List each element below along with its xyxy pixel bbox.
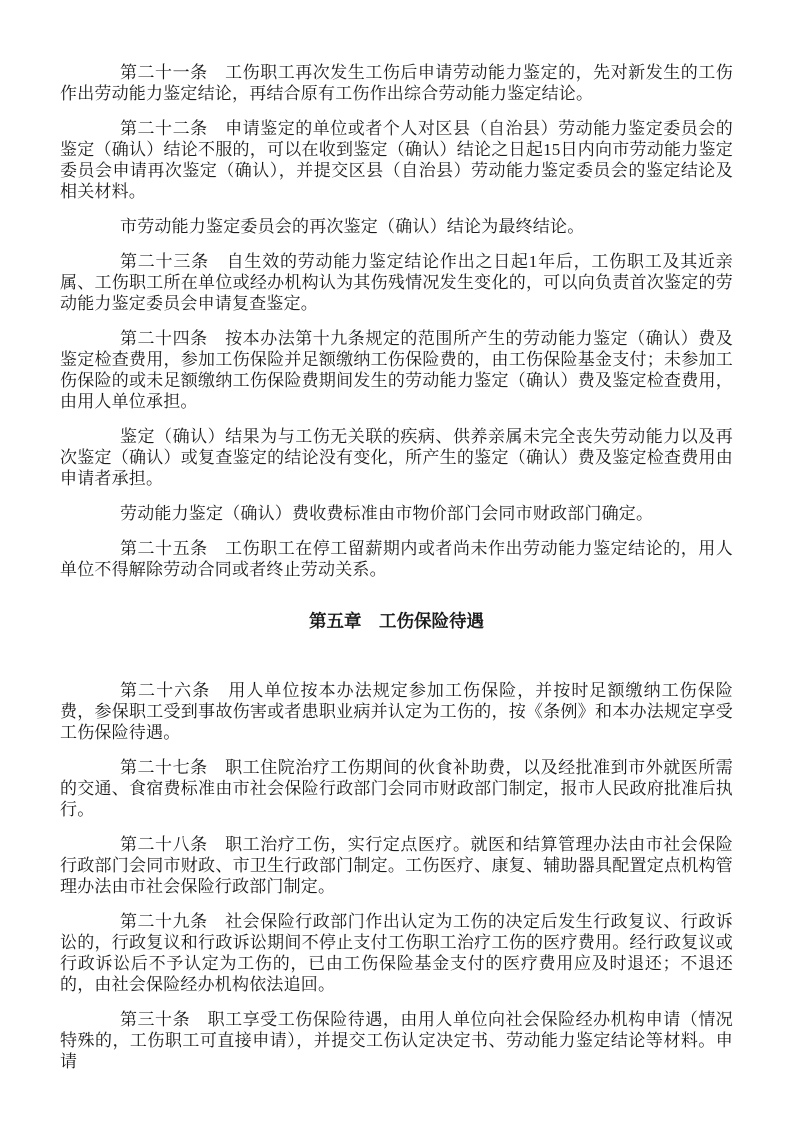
paragraph-article-22-continuation: 市劳动能力鉴定委员会的再次鉴定（确认）结论为最终结论。 bbox=[120, 217, 585, 236]
paragraph-article-25: 第二十五条 工伤职工在停工留薪期内或者尚未作出劳动能力鉴定结论的，用人单位不得解除劳动合同或者终止劳动关系。 bbox=[60, 539, 733, 579]
paragraph-article-21: 第二十一条 工伤职工再次发生工伤后申请劳动能力鉴定的，先对新发生的工伤作出劳动能力鉴定结论，再结合原有工伤作出综合劳动能力鉴定结论。 bbox=[60, 63, 733, 103]
chapter-5-heading: 第五章 工伤保险待遇 bbox=[309, 611, 484, 631]
paragraph-article-26: 第二十六条 用人单位按本办法规定参加工伤保险，并按时足额缴纳工伤保险费，参保职工受到事故伤害或者患职业病并认定为工伤的，按《条例》和本办法规定享受工伤保险待遇。 bbox=[60, 681, 733, 742]
paragraph-article-22: 第二十二条 申请鉴定的单位或者个人对区县（自治县）劳动能力鉴定委员会的鉴定（确认）结论不服的，可以在收到鉴定（确认）结论之日起15日内向市劳动能力鉴定委员会申请再次鉴定（确认），并提交区县（自治县）劳动能力鉴定委员会的鉴定结论及相关材料。 bbox=[60, 119, 733, 201]
paragraph-article-24-continuation-2: 劳动能力鉴定（确认）费收费标准由市物价部门会同市财政部门确定。 bbox=[120, 504, 654, 523]
paragraph-article-27: 第二十七条 职工住院治疗工伤期间的伙食补助费，以及经批准到市外就医所需的交通、食宿费标准由市社会保险行政部门会同市财政部门制定，报市人民政府批准后执行。 bbox=[60, 758, 733, 819]
paragraph-article-29: 第二十九条 社会保险行政部门作出认定为工伤的决定后发生行政复议、行政诉讼的，行政复议和行政诉讼期间不停止支付工伤职工治疗工伤的医疗费用。经行政复议或行政诉讼后不予认定为工伤的，已由工伤保险基金支付的医疗费用应及时退还；不退还的，由社会保险经办机构依法追回。 bbox=[60, 912, 733, 994]
paragraph-article-24: 第二十四条 按本办法第十九条规定的范围所产生的劳动能力鉴定（确认）费及鉴定检查费用，参加工伤保险并足额缴纳工伤保险费的，由工伤保险基金支付；未参加工伤保险的或未足额缴纳工伤保险费期间发生的劳动能力鉴定（确认）费及鉴定检查费用，由用人单位承担。 bbox=[60, 329, 733, 411]
paragraph-article-24-continuation-1: 鉴定（确认）结果为与工伤无关联的疾病、供养亲属未完全丧失劳动能力以及再次鉴定（确认）或复查鉴定的结论没有变化，所产生的鉴定（确认）费及鉴定检查费用由申请者承担。 bbox=[60, 427, 733, 488]
paragraph-article-23: 第二十三条 自生效的劳动能力鉴定结论作出之日起1年后，工伤职工及其近亲属、工伤职工所在单位或经办机构认为其伤残情况发生变化的，可以向负责首次鉴定的劳动能力鉴定委员会申请复查鉴定。 bbox=[60, 252, 733, 313]
paragraph-article-28: 第二十八条 职工治疗工伤，实行定点医疗。就医和结算管理办法由市社会保险行政部门会同市财政、市卫生行政部门制定。工伤医疗、康复、辅助器具配置定点机构管理办法由市社会保险行政部门制定。 bbox=[60, 835, 733, 896]
paragraph-article-30: 第三十条 职工享受工伤保险待遇，由用人单位向社会保险经办机构申请（情况特殊的，工伤职工可直接申请），并提交工伤认定决定书、劳动能力鉴定结论等材料。申请 bbox=[60, 1010, 733, 1071]
